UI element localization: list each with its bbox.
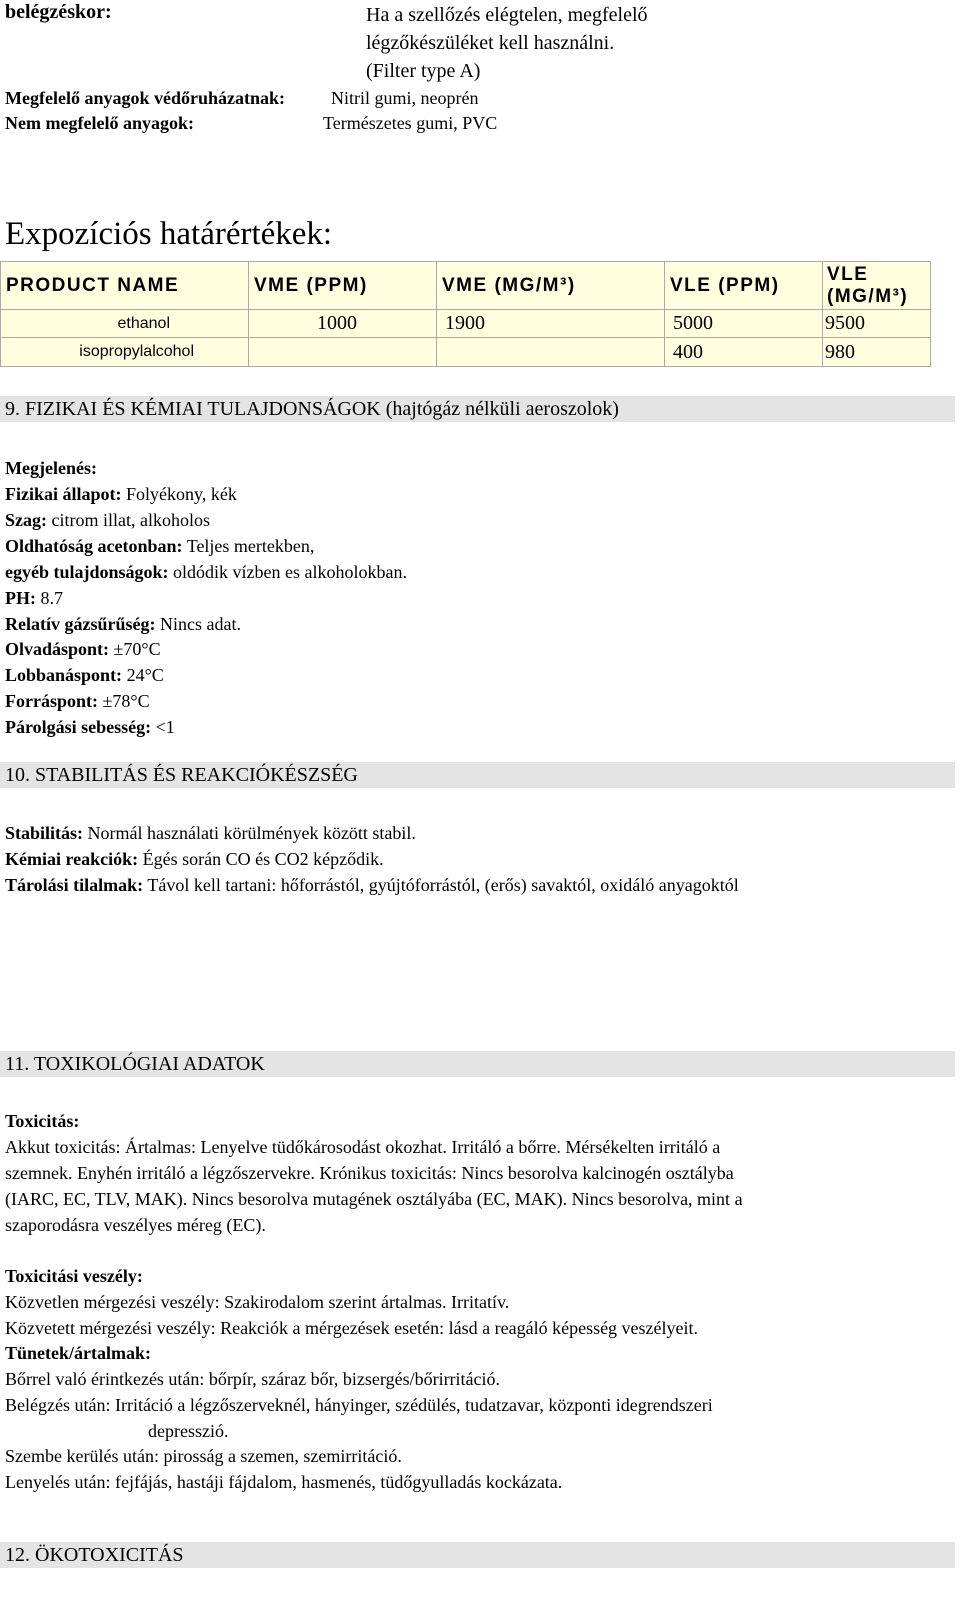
toxicity-label: Toxicitás: [5,1111,80,1131]
property-label: Olvadáspont: [5,639,110,659]
col-header-vle-ppm: VLE (PPM) [665,262,823,310]
col-header-vle-mg [823,262,931,310]
toxicity-text-line: szaporodásra veszélyes méreg (EC). [5,1215,266,1235]
vle-mg-cell: 9500 [823,310,931,338]
property-value: ±70°C [109,639,161,659]
unsuitable-materials-label: Nem megfelelő anyagok: [5,113,194,133]
toxic-hazard-line: Közvetlen mérgezési veszély: Szakirodalom szerint ártalmas. Irritatív. [5,1292,510,1312]
property-line [5,559,407,585]
symptom-line: depresszió. [148,1421,229,1441]
property-label: Lobbanáspont: [5,665,123,685]
symptom-line: Lenyelés után: fejfájás, hastáji fájdalom, hasmenés, tüdőgyulladás kockázata. [5,1472,563,1492]
appearance-label: Megjelenés: [5,458,97,478]
section-11-title: 11. TOXIKOLÓGIAI ADATOK [5,1053,265,1075]
respiratory-line: (Filter type A) [366,60,481,82]
respiratory-line: légzőkészüléket kell használni. [366,32,615,54]
property-line [5,820,416,846]
property-value: Égés során CO és CO2 képződik. [138,849,384,869]
section-9-title: 9. FIZIKAI ÉS KÉMIAI TULAJDONSÁGOK (hajtógáz nélküli aeroszolok) [5,398,619,420]
property-value: Távol kell tartani: hőforrástól, gyújtóforrástól, (erős) savaktól, oxidáló anyagoktól [143,875,739,895]
vme-ppm-cell: 1000 [249,310,437,338]
symptoms-label: Tünetek/ártalmak: [5,1343,151,1363]
property-value: Normál használati körülmények között stabil. [83,823,416,843]
col-header-product-name: PRODUCT NAME [1,262,249,310]
property-line [5,611,241,637]
vle-ppm-cell: 400 [665,338,823,367]
product-name-cell: isopropylalcohol [1,338,249,367]
table-header-row [1,262,931,310]
property-label: Kémiai reakciók: [5,849,139,869]
property-line [5,585,63,611]
respiratory-label: belégzéskor: [5,1,112,23]
property-value: Nincs adat. [155,614,241,634]
property-label: Forráspont: [5,691,98,711]
col-header-vle-mg-top: VLE [827,263,869,285]
vme-mg-cell [437,338,665,367]
property-label: Párolgási sebesség: [5,717,152,737]
property-value: ±78°C [98,691,150,711]
suitable-materials-value: Nitril gumi, neoprén [331,88,479,108]
symptom-line: Bőrrel való érintkezés után: bőrpír, száraz bőr, bizsergés/bőrirritáció. [5,1369,501,1389]
property-value: 8.7 [36,588,63,608]
respiratory-text [366,1,648,85]
symptom-line: Szembe kerülés után: pirosság a szemen, szemirritáció. [5,1446,402,1466]
symptom-line: Belégzés után: Irritáció a légzőszerveknél, hányinger, szédülés, tudatzavar, központi idegrendszeri [5,1395,713,1415]
exposure-title: Expozíciós határértékek: [5,216,333,252]
table-row [1,338,931,367]
property-value: Folyékony, kék [121,484,237,504]
property-label: Relatív gázsűrűség: [5,614,156,634]
suitable-materials-label: Megfelelő anyagok védőruházatnak: [5,88,285,108]
col-header-vle-mg-bottom: (MG/M³) [827,285,909,307]
property-label: egyéb tulajdonságok: [5,562,169,582]
property-label: Tárolási tilalmak: [5,875,144,895]
property-line [5,846,384,872]
property-line [5,481,237,507]
vme-ppm-cell [249,338,437,367]
toxicity-text-line: (IARC, EC, TLV, MAK). Nincs besorolva mutagének osztályába (EC, MAK). Nincs besorolva, mint a [5,1189,743,1209]
unsuitable-materials-value: Természetes gumi, PVC [323,113,498,133]
property-label: PH: [5,588,36,608]
property-value: Teljes mertekben, [182,536,315,556]
vle-mg-cell: 980 [823,338,931,367]
section-10-title: 10. STABILITÁS ÉS REAKCIÓKÉSZSÉG [5,764,358,786]
col-header-vme-mg: VME (MG/M³) [437,262,665,310]
property-line [5,533,314,559]
section-12-title: 12. ÖKOTOXICITÁS [5,1544,184,1566]
property-line [5,688,150,714]
property-line [5,714,175,740]
toxicity-text-line: Akkut toxicitás: Ártalmas: Lenyelve tüdőkárosodást okozhat. Irritáló a bőrre. Mérsékelten irritáló a [5,1137,721,1157]
property-line [5,636,161,662]
property-value: oldódik vízben es alkoholokban. [168,562,407,582]
property-line [5,662,164,688]
property-value: citrom illat, alkoholos [47,510,210,530]
property-line [5,507,210,533]
toxicity-text-line: szemnek. Enyhén irritáló a légzőszervekre. Krónikus toxicitás: Nincs besorolva kalcinogén osztályba [5,1163,734,1183]
property-value: 24°C [122,665,164,685]
toxic-hazard-line: Közvetett mérgezési veszély: Reakciók a mérgezések esetén: lásd a reagáló képesség veszélyeit. [5,1318,699,1338]
property-label: Fizikai állapot: [5,484,122,504]
property-label: Szag: [5,510,47,530]
property-value: <1 [151,717,175,737]
toxic-hazard-label: Toxicitási veszély: [5,1266,143,1286]
table-row [1,310,931,338]
product-name-cell: ethanol [1,310,249,338]
property-line [5,872,739,898]
exposure-limits-table [0,261,931,367]
col-header-vme-ppm: VME (PPM) [249,262,437,310]
respiratory-line: Ha a szellőzés elégtelen, megfelelő [366,4,648,26]
vle-ppm-cell: 5000 [665,310,823,338]
property-label: Oldhatóság acetonban: [5,536,183,556]
property-label: Stabilitás: [5,823,84,843]
vme-mg-cell: 1900 [437,310,665,338]
